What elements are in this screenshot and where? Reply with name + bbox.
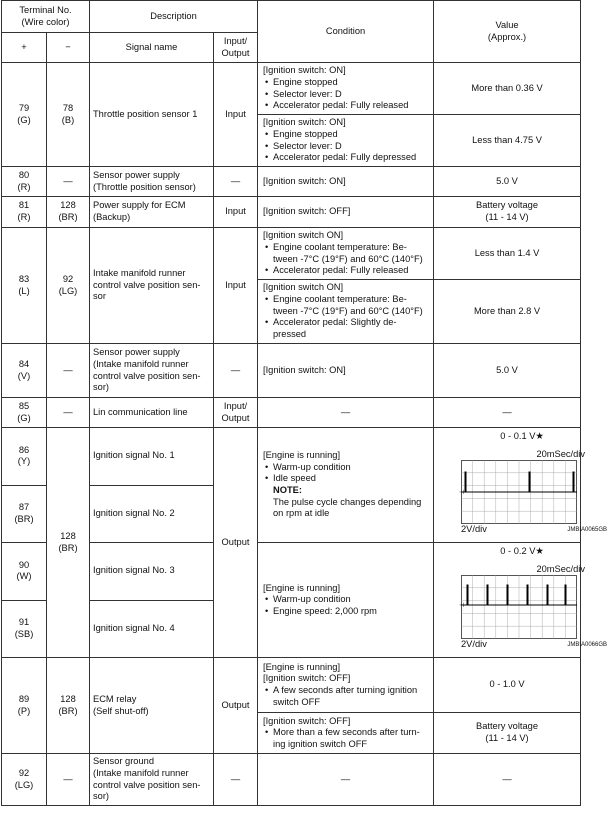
terminal-minus: 78 (B) (47, 63, 90, 167)
terminal-minus: 128 (BR) (47, 428, 90, 658)
terminal-minus: — (47, 398, 90, 428)
signal-name: Intake manifold runner control valve position sen- sor (90, 228, 214, 344)
oscilloscope-waveform-idle: 0 - 0.1 V★ 20mSec/div ⊣ 2V/div JMBIA0065GB (459, 431, 607, 534)
svg-text:⊣: ⊣ (459, 603, 465, 609)
io-type: Input (214, 197, 258, 228)
terminal-plus: 87 (BR) (2, 485, 47, 543)
signal-name: Ignition signal No. 2 (90, 485, 214, 543)
io-type: Input/ Output (214, 398, 258, 428)
condition: [Engine is running] • Warm-up condition • Idle speed NOTE: The pulse cycle changes depending on rpm at idle (258, 428, 434, 543)
value: Less than 1.4 V (434, 228, 581, 280)
condition: [Ignition switch: OFF] (258, 197, 434, 228)
condition: [Ignition switch ON] • Engine coolant temperature: Be- tween -7°C (19°F) and 60°C (140°F) • Accelerator pedal: Slightly de- pressed (258, 280, 434, 344)
signal-name: Throttle position sensor 1 (90, 63, 214, 167)
value: 0 - 1.0 V (434, 658, 581, 713)
signal-name: Ignition signal No. 3 (90, 543, 214, 601)
condition-header: Condition (258, 1, 434, 63)
signal-name: Power supply for ECM (Backup) (90, 197, 214, 228)
terminal-plus: 86 (Y) (2, 428, 47, 486)
signal-name: Ignition signal No. 4 (90, 600, 214, 658)
io-type: — (214, 167, 258, 197)
io-type: Input (214, 228, 258, 344)
condition: [Ignition switch: ON] • Engine stopped • Selector lever: D • Accelerator pedal: Fully depressed (258, 115, 434, 167)
condition: [Ignition switch: ON] (258, 167, 434, 197)
signal-name-header: Signal name (90, 33, 214, 63)
condition: [Ignition switch: ON] • Engine stopped • Selector lever: D • Accelerator pedal: Fully released (258, 63, 434, 115)
value: Less than 4.75 V (434, 115, 581, 167)
signal-name: Sensor power supply (Throttle position sensor) (90, 167, 214, 197)
condition: [Engine is running] • Warm-up condition • Engine speed: 2,000 rpm (258, 543, 434, 658)
terminal-plus: 84 (V) (2, 344, 47, 398)
oscilloscope-waveform-2000rpm: 0 - 0.2 V★ 20mSec/div ⊣ 2V/div JMBIA0066GB (459, 546, 607, 649)
condition: [Engine is running] [Ignition switch: OFF] • A few seconds after turning ignition switch OFF (258, 658, 434, 713)
value: More than 2.8 V (434, 280, 581, 344)
signal-name: Ignition signal No. 1 (90, 428, 214, 486)
value: More than 0.36 V (434, 63, 581, 115)
signal-name: Sensor ground (Intake manifold runner control valve position sen- sor) (90, 754, 214, 806)
condition: — (258, 754, 434, 806)
terminal-plus: 85 (G) (2, 398, 47, 428)
io-header: Input/ Output (214, 33, 258, 63)
value: — (434, 754, 581, 806)
value-header: Value (Approx.) (434, 1, 581, 63)
terminal-minus: 92 (LG) (47, 228, 90, 344)
signal-name: Sensor power supply (Intake manifold runner control valve position sen- sor) (90, 344, 214, 398)
io-type: Input (214, 63, 258, 167)
terminal-minus: — (47, 754, 90, 806)
terminal-plus: 92 (LG) (2, 754, 47, 806)
value: Battery voltage (11 - 14 V) (434, 713, 581, 754)
condition: [Ignition switch: OFF] • More than a few seconds after turn- ing ignition switch OFF (258, 713, 434, 754)
scope-grid (461, 575, 577, 639)
minus-header: − (47, 33, 90, 63)
value: 5.0 V (434, 167, 581, 197)
terminal-table (1, 0, 607, 806)
svg-text:⊣: ⊣ (459, 490, 465, 496)
value: 5.0 V (434, 344, 581, 398)
signal-name: ECM relay (Self shut-off) (90, 658, 214, 754)
condition: [Ignition switch ON] • Engine coolant temperature: Be- tween -7°C (19°F) and 60°C (140°F) • Accelerator pedal: Fully released (258, 228, 434, 280)
terminal-plus: 79 (G) (2, 63, 47, 167)
io-type: Output (214, 658, 258, 754)
scope-cell (434, 428, 607, 543)
terminal-no-header: Terminal No. (Wire color) (2, 1, 90, 33)
io-type: — (214, 344, 258, 398)
plus-header: + (2, 33, 47, 63)
scope-grid (461, 460, 577, 524)
terminal-minus: — (47, 344, 90, 398)
terminal-plus: 81 (R) (2, 197, 47, 228)
terminal-plus: 90 (W) (2, 543, 47, 601)
condition: — (258, 398, 434, 428)
condition: [Ignition switch: ON] (258, 344, 434, 398)
terminal-minus: — (47, 167, 90, 197)
value: Battery voltage (11 - 14 V) (434, 197, 581, 228)
description-header: Description (90, 1, 258, 33)
scope-cell (434, 543, 607, 658)
terminal-plus: 83 (L) (2, 228, 47, 344)
value: — (434, 398, 581, 428)
terminal-minus: 128 (BR) (47, 658, 90, 754)
terminal-plus: 89 (P) (2, 658, 47, 754)
io-type: Output (214, 428, 258, 658)
terminal-plus: 91 (SB) (2, 600, 47, 658)
terminal-plus: 80 (R) (2, 167, 47, 197)
io-type: — (214, 754, 258, 806)
terminal-minus: 128 (BR) (47, 197, 90, 228)
signal-name: Lin communication line (90, 398, 214, 428)
